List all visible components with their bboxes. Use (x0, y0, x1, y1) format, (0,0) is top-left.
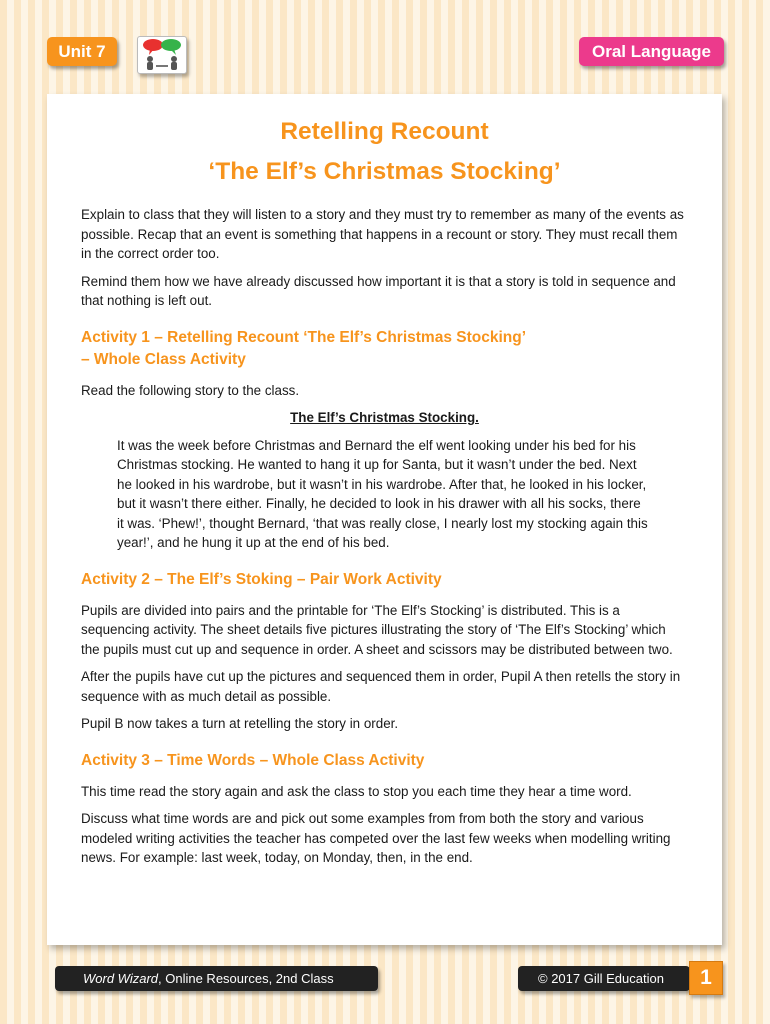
activity-1-heading-line-1: Activity 1 – Retelling Recount ‘The Elf’s Christmas Stocking’ (81, 328, 526, 346)
page-title (81, 112, 688, 192)
page-number: 1 (689, 961, 723, 995)
activity-2-paragraph: Pupil B now takes a turn at retelling the story in order. (81, 716, 399, 731)
footer-book-title (55, 966, 378, 991)
activity-2-paragraph: Pupils are divided into pairs and the printable for ‘The Elf’s Stocking’ is distributed. This is a sequencing activity. The sheet details five pictures illustrating the story of ‘The Elf’s Stocking’ which the pupils must cut up and sequence in order. A sheet and scissors may be distributed between two. (81, 602, 673, 657)
two-people-talking-icon (137, 36, 187, 74)
footer-copyright: © 2017 Gill Education (518, 966, 690, 991)
unit-badge: Unit 7 (47, 37, 117, 66)
title-line-1: Retelling Recount (280, 118, 489, 145)
activity-1-heading (81, 327, 688, 371)
story-title: The Elf’s Christmas Stocking. (290, 410, 479, 425)
activity-2-paragraph: After the pupils have cut up the pictures and sequenced them in order, Pupil A then retells the story in sequence with as much detail as possible. (81, 669, 681, 704)
book-title: Word Wizard (83, 971, 159, 986)
content-card (47, 94, 722, 945)
activity-3-heading: Activity 3 – Time Words – Whole Class Activity (81, 751, 425, 769)
activity-3-paragraph: This time read the story again and ask the class to stop you each time they hear a time word. (81, 783, 632, 799)
title-line-2: ‘The Elf’s Christmas Stocking’ (208, 158, 561, 185)
story-text: It was the week before Christmas and Bernard the elf went looking under his bed for his Christmas stocking. He wanted to hang it up for Santa, but it wasn’t under the bed. Next he looked in his wardrobe, but it wasn’t in his wardrobe. After that, he looked in his locker, but it wasn’t there either. Finally, he decided to look in his drawer with all his socks, there it was. ‘Phew!’, thought Bernard, ‘that was really close, I nearly lost my stocking again this year!’, and he hung it up at the end of his bed. (117, 437, 648, 550)
book-subtitle: , Online Resources, 2nd Class (158, 971, 334, 986)
activity-2-heading: Activity 2 – The Elf’s Stoking – Pair Work Activity (81, 570, 442, 588)
intro-paragraph: Remind them how we have already discussed how important it is that a story is told in sequence and that nothing is left out. (81, 273, 676, 308)
activity-1-heading-line-2: – Whole Class Activity (81, 350, 246, 368)
section-badge: Oral Language (579, 37, 724, 66)
activity-3-paragraph: Discuss what time words are and pick out some examples from from both the story and various modeled writing activities the teacher has competed over the last few weeks when modelling writing news. For example: last week, today, on Monday, then, in the end. (81, 811, 671, 865)
intro-paragraph: Explain to class that they will listen to a story and they must try to remember as many of the events as possible. Recap that an event is something that happens in a recount or story. They must recall them in the correct order too. (81, 207, 684, 261)
activity-1-instruction: Read the following story to the class. (81, 382, 300, 398)
